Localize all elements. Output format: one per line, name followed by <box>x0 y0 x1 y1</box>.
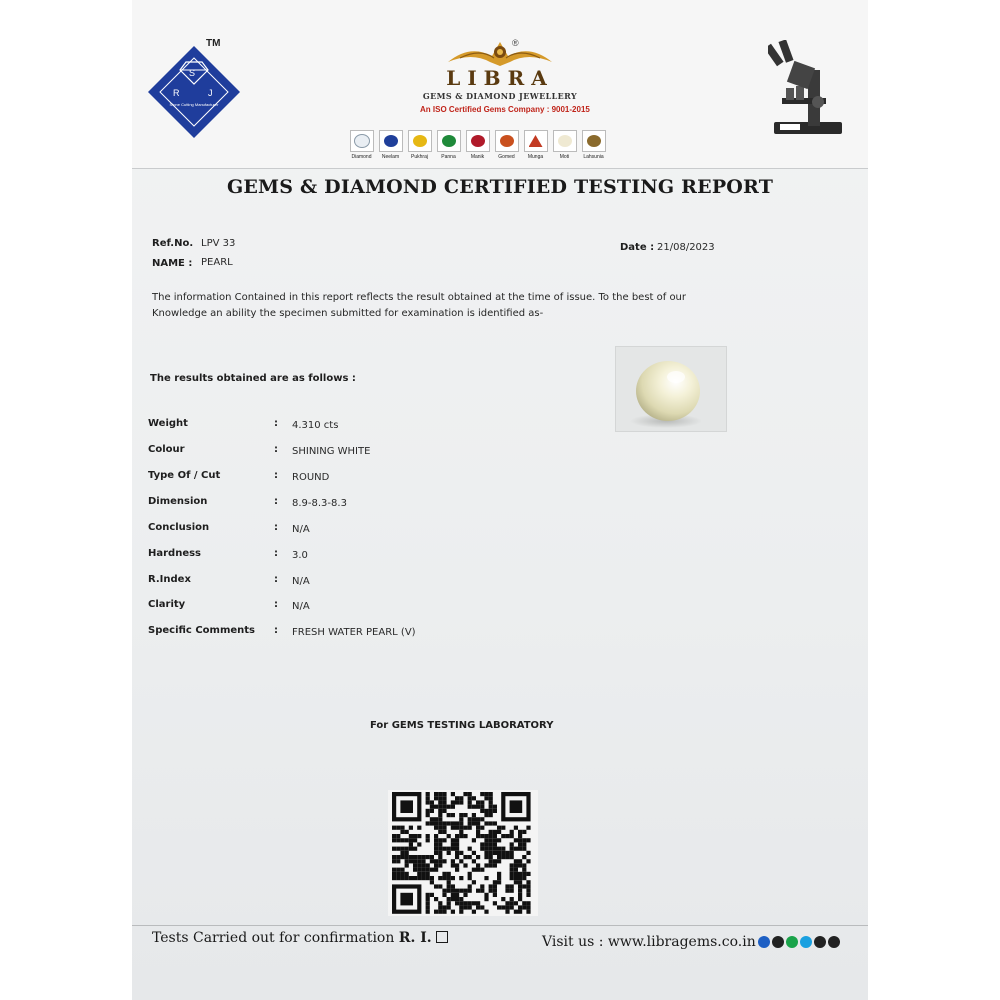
gem-item <box>581 130 606 160</box>
result-colon: : <box>274 548 278 559</box>
result-row <box>148 599 548 617</box>
footer-ri-label: R. I. <box>398 930 432 946</box>
gem-item <box>378 130 403 160</box>
gem-label: Gomed <box>498 154 515 160</box>
website-link[interactable]: Visit us : www.libragems.co.in <box>542 934 756 950</box>
pukhraj-gem-icon <box>413 135 427 147</box>
gem-label: Munga <box>527 154 544 160</box>
result-value: ROUND <box>292 472 330 483</box>
result-value: 4.310 cts <box>292 420 339 431</box>
gem-label: Diamond <box>351 154 372 160</box>
name-value: PEARL <box>201 257 233 268</box>
brand-subtitle: GEMS & DIAMOND JEWELLERY <box>422 91 578 101</box>
result-colon: : <box>274 496 278 507</box>
gem-frame <box>582 130 606 152</box>
result-label: Type Of / Cut <box>148 470 221 481</box>
gem-frame <box>437 130 461 152</box>
result-label: Hardness <box>148 548 202 559</box>
checkbox-icon <box>436 931 448 943</box>
iso-certification: An ISO Certified Gems Company : 9001-2015 <box>420 105 590 114</box>
intro-line-1: The information Contained in this report reflects the result obtained at the time of issue. To the best of our <box>152 292 687 303</box>
result-colon: : <box>274 574 278 585</box>
result-label: Colour <box>148 444 185 455</box>
date-value: 21/08/2023 <box>657 242 715 253</box>
srj-logo <box>146 44 242 140</box>
result-value: 3.0 <box>292 550 308 561</box>
result-value: FRESH WATER PEARL (V) <box>292 627 416 638</box>
gomed-gem-icon <box>500 135 514 147</box>
whatsapp-icon[interactable] <box>786 936 798 948</box>
twitter-icon[interactable] <box>800 936 812 948</box>
ref-no-value: LPV 33 <box>201 238 236 249</box>
result-value: 8.9-8.3-8.3 <box>292 498 347 509</box>
result-row <box>148 418 548 436</box>
result-colon: : <box>274 625 278 636</box>
result-colon: : <box>274 599 278 610</box>
result-label: Dimension <box>148 496 208 507</box>
certificate-sheet <box>132 0 868 1000</box>
social-icons <box>758 936 840 948</box>
srj-letter-s: S <box>189 68 196 78</box>
youtube-icon[interactable] <box>814 936 826 948</box>
result-colon: : <box>274 522 278 533</box>
footer-website <box>542 934 840 950</box>
result-row <box>148 470 548 488</box>
name-label: NAME : <box>152 258 193 269</box>
result-value: N/A <box>292 576 310 587</box>
footer-confirmation-text: Tests Carried out for confirmation <box>152 930 395 946</box>
pearl-image <box>616 347 726 431</box>
gem-frame <box>466 130 490 152</box>
result-value: N/A <box>292 524 310 535</box>
panna-gem-icon <box>442 135 456 147</box>
gem-frame <box>350 130 374 152</box>
date-label: Date : <box>620 242 655 253</box>
footer-divider <box>132 925 868 926</box>
result-label: Clarity <box>148 599 186 610</box>
gem-label: Neelam <box>381 154 400 160</box>
registered-mark: ® <box>512 38 519 48</box>
diamond-gem-icon <box>354 134 370 148</box>
moti-gem-icon <box>558 135 572 147</box>
libra-logo <box>420 38 590 114</box>
result-label: Weight <box>148 418 188 429</box>
lahsunia-gem-icon <box>587 135 601 147</box>
result-row <box>148 548 548 566</box>
result-colon: : <box>274 470 278 481</box>
result-label: Specific Comments <box>148 625 256 636</box>
gem-item <box>436 130 461 160</box>
gem-label: Moti <box>559 154 570 160</box>
srj-tagline: Stone Cutting Manufacturer <box>169 102 219 107</box>
lion-crest-icon <box>440 38 560 68</box>
gem-frame <box>495 130 519 152</box>
srj-letter-j: J <box>208 88 213 98</box>
microscope-icon <box>768 40 848 140</box>
gem-item <box>494 130 519 160</box>
manik-gem-icon <box>471 135 485 147</box>
instagram-icon[interactable] <box>772 936 784 948</box>
footer-confirmation <box>152 930 448 946</box>
gem-item <box>552 130 577 160</box>
result-row <box>148 496 548 514</box>
ref-no-label: Ref.No. <box>152 238 194 249</box>
result-label: Conclusion <box>148 522 210 533</box>
result-row <box>148 574 548 592</box>
intro-line-2: Knowledge an ability the specimen submitted for examination is identified as- <box>152 308 544 319</box>
gem-frame <box>553 130 577 152</box>
camera-icon[interactable] <box>828 936 840 948</box>
gem-label: Pukhraj <box>411 154 428 160</box>
brand-name: LIBRA <box>446 66 554 90</box>
facebook-icon[interactable] <box>758 936 770 948</box>
lab-signature: For GEMS TESTING LABORATORY <box>370 720 554 731</box>
qr-code <box>388 790 538 916</box>
gem-label: Panna <box>441 154 456 160</box>
result-label: R.Index <box>148 574 191 585</box>
gem-item <box>523 130 548 160</box>
munga-gem-icon <box>529 135 543 147</box>
report-title: GEMS & DIAMOND CERTIFIED TESTING REPORT <box>226 176 774 198</box>
gem-item <box>465 130 490 160</box>
result-colon: : <box>274 444 278 455</box>
header-divider <box>132 168 868 169</box>
trademark-mark: TM <box>206 38 221 49</box>
result-value: N/A <box>292 601 310 612</box>
gem-frame <box>408 130 432 152</box>
pearl-photo <box>615 346 727 432</box>
gem-item <box>407 130 432 160</box>
gem-label: Manik <box>470 154 485 160</box>
result-row <box>148 625 548 643</box>
srj-letter-r: R <box>173 88 180 98</box>
result-colon: : <box>274 418 278 429</box>
result-value: SHINING WHITE <box>292 446 371 457</box>
result-row <box>148 522 548 540</box>
intro-paragraph <box>152 290 752 322</box>
results-heading: The results obtained are as follows : <box>150 373 356 384</box>
gem-frame <box>379 130 403 152</box>
gem-icon-strip <box>349 130 606 160</box>
result-row <box>148 444 548 462</box>
gem-label: Lahsunia <box>583 154 604 160</box>
gem-item <box>349 130 374 160</box>
neelam-gem-icon <box>384 135 398 147</box>
gem-frame <box>524 130 548 152</box>
